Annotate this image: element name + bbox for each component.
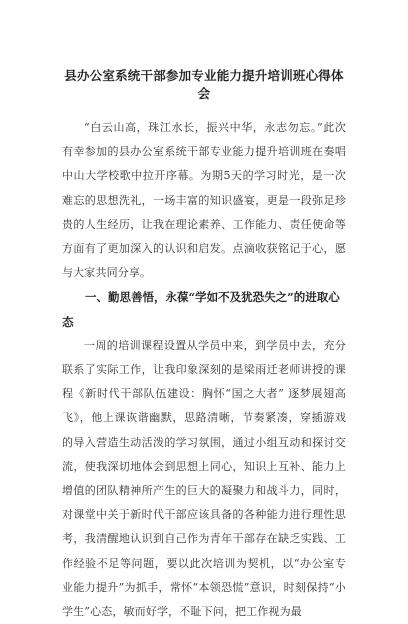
section-1-paragraph: 一周的培训课程设置从学员中来，到学员中去，充分联系了实际工作，让我印象深刻的是梁雨迁老师讲授的课程《新时代干部队伍建设：胸怀“国之大者” 逐梦展翅高飞》，他上课诙谐幽默，思路清晰，节奏紧凑，穿插游戏的导入营造生动活泼的学习氛围，通过小组互动和探讨交流，使我深切地体会到思想上同心，知识上互补、能力上增值的团队精神所产生的巨大的凝聚力和战斗力，同时，对课堂中关于新时代干部应该具备的各种能力进行理性思考，我清醒地认识到自己作为青年干部存在缺乏实践、工作经验不足等问题，要以此次培训为契机，以“办公室专业能力提升”为抓手，常怀“本领恐慌”意识，时刻保持“小学生”心态，敏而好学，不耻下问，把工作视为最 [62,338,346,619]
document-title: 县办公室系统干部参加专业能力提升培训班心得体会 [64,68,344,101]
section-1-heading: 一、勤思善悟，永葆“学如不及犹恐失之”的进取心态 [62,290,340,329]
intro-paragraph: “白云山高，珠江水长，振兴中华，永志勿忘。”此次有幸参加的县办公室系统干部专业能力提升培训班在奏唱中山大学校歌中拉开序幕。为期5天的学习时光，是一次难忘的思想洗礼，一场丰富的知识盛宴，更是一段弥足珍贵的人生经历，让我在理论素养、工作能力、责任使命等方面有了更加深入的认识和启发。点滴收获铭记于心，愿与大家共同分享。 [62,121,346,280]
